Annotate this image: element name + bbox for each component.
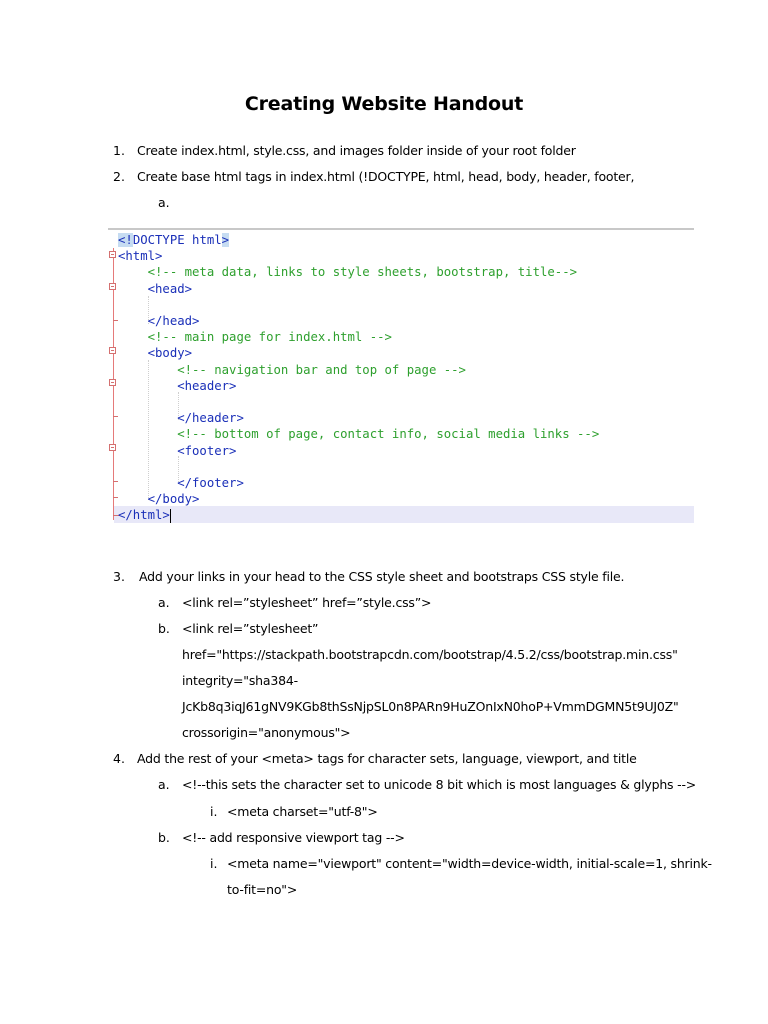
step-3b-line-5: crossorigin="anonymous">: [182, 725, 351, 740]
code-token: </header>: [118, 411, 244, 426]
code-token: <!: [118, 233, 133, 247]
code-token: <header>: [118, 378, 237, 393]
step-3a-text: <link rel=”stylesheet” href=”style.css”>: [182, 595, 432, 610]
step-1-text: Create index.html, style.css, and images folder inside of your root folder: [137, 143, 576, 158]
step-2-text: Create base html tags in index.html (!DOCTYPE, html, head, body, header, footer,: [137, 169, 635, 184]
code-token: >: [221, 233, 230, 247]
code-token: </head>: [118, 314, 200, 328]
code-line: [118, 329, 392, 345]
code-screenshot: [108, 228, 694, 526]
step-3b-line-2: href="https://stackpath.bootstrapcdn.com/bootstrap/4.5.2/css/bootstrap.min.css": [182, 647, 678, 662]
step-4bi-line-1: <meta name="viewport" content="width=device-width, initial-scale=1, shrink-: [227, 856, 712, 871]
fold-toggle-icon: [109, 347, 116, 354]
step-4b-text: <!-- add responsive viewport tag -->: [182, 830, 405, 845]
fold-toggle-icon: [109, 283, 116, 290]
code-line: [118, 264, 577, 280]
step-3-text: Add your links in your head to the CSS style sheet and bootstraps CSS style file.: [139, 569, 625, 584]
code-token: <!-- meta data, links to style sheets, bootstrap, title-->: [118, 265, 578, 280]
step-2-number: 2.: [113, 169, 125, 184]
fold-toggle-icon: [109, 379, 116, 386]
current-line-highlight: [114, 506, 694, 523]
step-3b-line-4: JcKb8q3iqJ61gNV9KGb8thSsNjpSL0n8PARn9HuZOnIxN0hoP+VmmDGMN5t9UJ0Z": [182, 699, 679, 714]
code-token: <footer>: [118, 443, 237, 458]
fold-toggle-icon: [109, 444, 116, 451]
code-line: [118, 313, 199, 329]
code-line: [118, 410, 244, 426]
code-line: [118, 443, 236, 459]
code-token: <!-- bottom of page, contact info, social media links -->: [118, 427, 600, 442]
code-token: </html>: [118, 508, 170, 523]
code-line: [118, 281, 192, 297]
code-line: [118, 475, 244, 491]
code-token: <!-- main page for index.html -->: [118, 330, 392, 345]
code-line: [118, 362, 466, 378]
step-4b-marker: b.: [158, 830, 170, 845]
step-4bi-marker: i.: [210, 856, 218, 871]
code-token: <head>: [118, 281, 193, 296]
text-caret: [170, 509, 171, 523]
code-token: <body>: [118, 346, 193, 361]
code-line: [118, 426, 599, 442]
step-4ai-marker: i.: [210, 804, 218, 819]
step-3-number: 3.: [113, 569, 125, 584]
step-4-number: 4.: [113, 751, 125, 766]
step-3b-marker: b.: [158, 621, 170, 636]
step-3b-line-1: <link rel=”stylesheet”: [182, 621, 319, 636]
code-token: <html>: [118, 249, 163, 264]
step-1-number: 1.: [113, 143, 125, 158]
code-token: <!-- navigation bar and top of page -->: [118, 362, 466, 377]
code-line: [118, 491, 199, 507]
step-3a-marker: a.: [158, 595, 170, 610]
step-4-text: Add the rest of your <meta> tags for character sets, language, viewport, and title: [137, 751, 637, 766]
step-4a-text: <!--this sets the character set to unicode 8 bit which is most languages & glyphs -->: [182, 777, 697, 792]
page-title: Creating Website Handout: [244, 93, 524, 115]
code-token: DOCTYPE html: [132, 233, 222, 247]
step-4ai-text: <meta charset="utf-8">: [227, 804, 378, 819]
code-line: [118, 345, 192, 361]
code-line: [118, 507, 171, 523]
code-token: </body>: [118, 492, 200, 507]
step-2a-marker: a.: [158, 195, 170, 210]
code-line: [118, 248, 162, 264]
fold-toggle-icon: [109, 251, 116, 258]
step-4a-marker: a.: [158, 777, 170, 792]
code-line: [118, 378, 236, 394]
code-line: [118, 232, 229, 248]
step-3b-line-3: integrity="sha384-: [182, 673, 298, 688]
code-token: </footer>: [118, 476, 244, 490]
step-4bi-line-2: to-fit=no">: [227, 882, 298, 897]
